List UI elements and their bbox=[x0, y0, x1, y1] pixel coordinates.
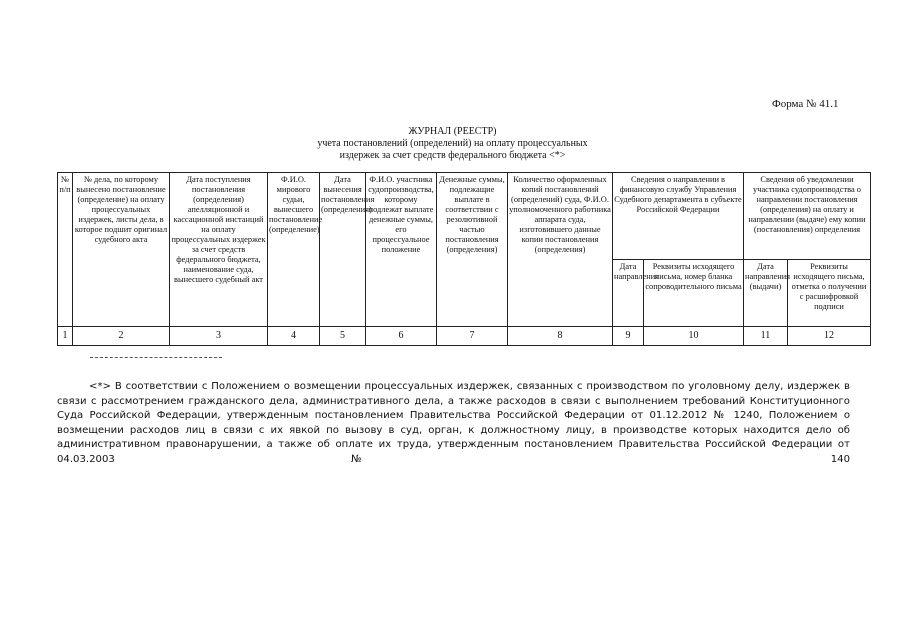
header-delivery-date: Дата направления (выдачи) bbox=[744, 260, 788, 327]
footnote-separator bbox=[90, 357, 222, 358]
header-group-financial-service: Сведения о направлении в финансовую службу Управления Судебного департамента в субъекте Российской Федерации bbox=[613, 173, 744, 260]
header-amounts: Денежные суммы, подлежащие выплате в соответствии с резолютивной частью постановления (определения) bbox=[437, 173, 508, 327]
header-case-number: № дела, по которому вынесено постановление (определение) на оплату процессуальных издержек, листы дела, в которое подшит оригинал судебного акта bbox=[73, 173, 170, 327]
column-number: 2 bbox=[73, 327, 170, 346]
header-row-number: № п/п bbox=[58, 173, 73, 327]
header-copies-count: Количество оформленных копий постановлений (определений) суда, Ф.И.О. уполномоченного работника аппарата суда, изготовившего данные копии постановления (определения) bbox=[508, 173, 613, 327]
header-participant-name: Ф.И.О. участника судопроизводства, которому подлежат выплате денежные суммы, его процессуальное положение bbox=[366, 173, 437, 327]
column-number: 7 bbox=[437, 327, 508, 346]
column-number: 12 bbox=[788, 327, 871, 346]
header-group-participant-notice: Сведения об уведомлении участника судопроизводства о направлении постановления (определения) на оплату и направлении (выдаче) ему копии (постановления) определения bbox=[744, 173, 871, 260]
column-number: 5 bbox=[320, 327, 366, 346]
column-number: 6 bbox=[366, 327, 437, 346]
header-sent-date: Дата направления bbox=[613, 260, 644, 327]
column-number: 1 bbox=[58, 327, 73, 346]
column-number: 11 bbox=[744, 327, 788, 346]
journal-subtitle-line1: учета постановлений (определений) на оплату процессуальных bbox=[317, 138, 588, 149]
header-ruling-date: Дата вынесения постановления (определения) bbox=[320, 173, 366, 327]
header-outgoing-letter: Реквизиты исходящего письма, номер бланка сопроводительного письма bbox=[644, 260, 744, 327]
journal-subtitle-line2: издержек за счет средств федерального бюджета <*> bbox=[339, 150, 566, 161]
form-number: Форма № 41.1 bbox=[772, 98, 839, 110]
column-number: 10 bbox=[644, 327, 744, 346]
header-receipt-date: Дата поступления постановления (определения) апелляционной и кассационной инстанций на оплату процессуальных издержек за счет средств федерального бюджета, наименование суда, вынесшего судебный акт bbox=[170, 173, 268, 327]
column-number: 8 bbox=[508, 327, 613, 346]
footnote: <*> В соответствии с Положением о возмещении процессуальных издержек, связанных с производством по уголовному делу, издержек в связи с рассмотрением гражданского дела, административного дела, а также расходов в связи с выполнением требований Конституционного Суда Российской Федерации, утвержденным постановлением Правительства Российской Федерации от 01.12.2012 № 1240, Положением о возмещении расходов лиц в связи с их явкой по вызову в суд, орган, к должностному лицу, в производстве которых находится дело об административном правонарушении, а также об оплате их труда, утвержденным постановлением Правительства Российской Федерации от 04.03.2003 № 140 bbox=[57, 381, 850, 465]
column-number: 4 bbox=[268, 327, 320, 346]
journal-table bbox=[57, 172, 871, 346]
header-receipt-mark: Реквизиты исходящего письма, отметка о получении с расшифровкой подписи bbox=[788, 260, 871, 327]
header-judge-name: Ф.И.О. мирового судьи, вынесшего постановление (определение) bbox=[268, 173, 320, 327]
column-number: 9 bbox=[613, 327, 644, 346]
column-number: 3 bbox=[170, 327, 268, 346]
journal-title: ЖУРНАЛ (РЕЕСТР) bbox=[408, 126, 497, 137]
